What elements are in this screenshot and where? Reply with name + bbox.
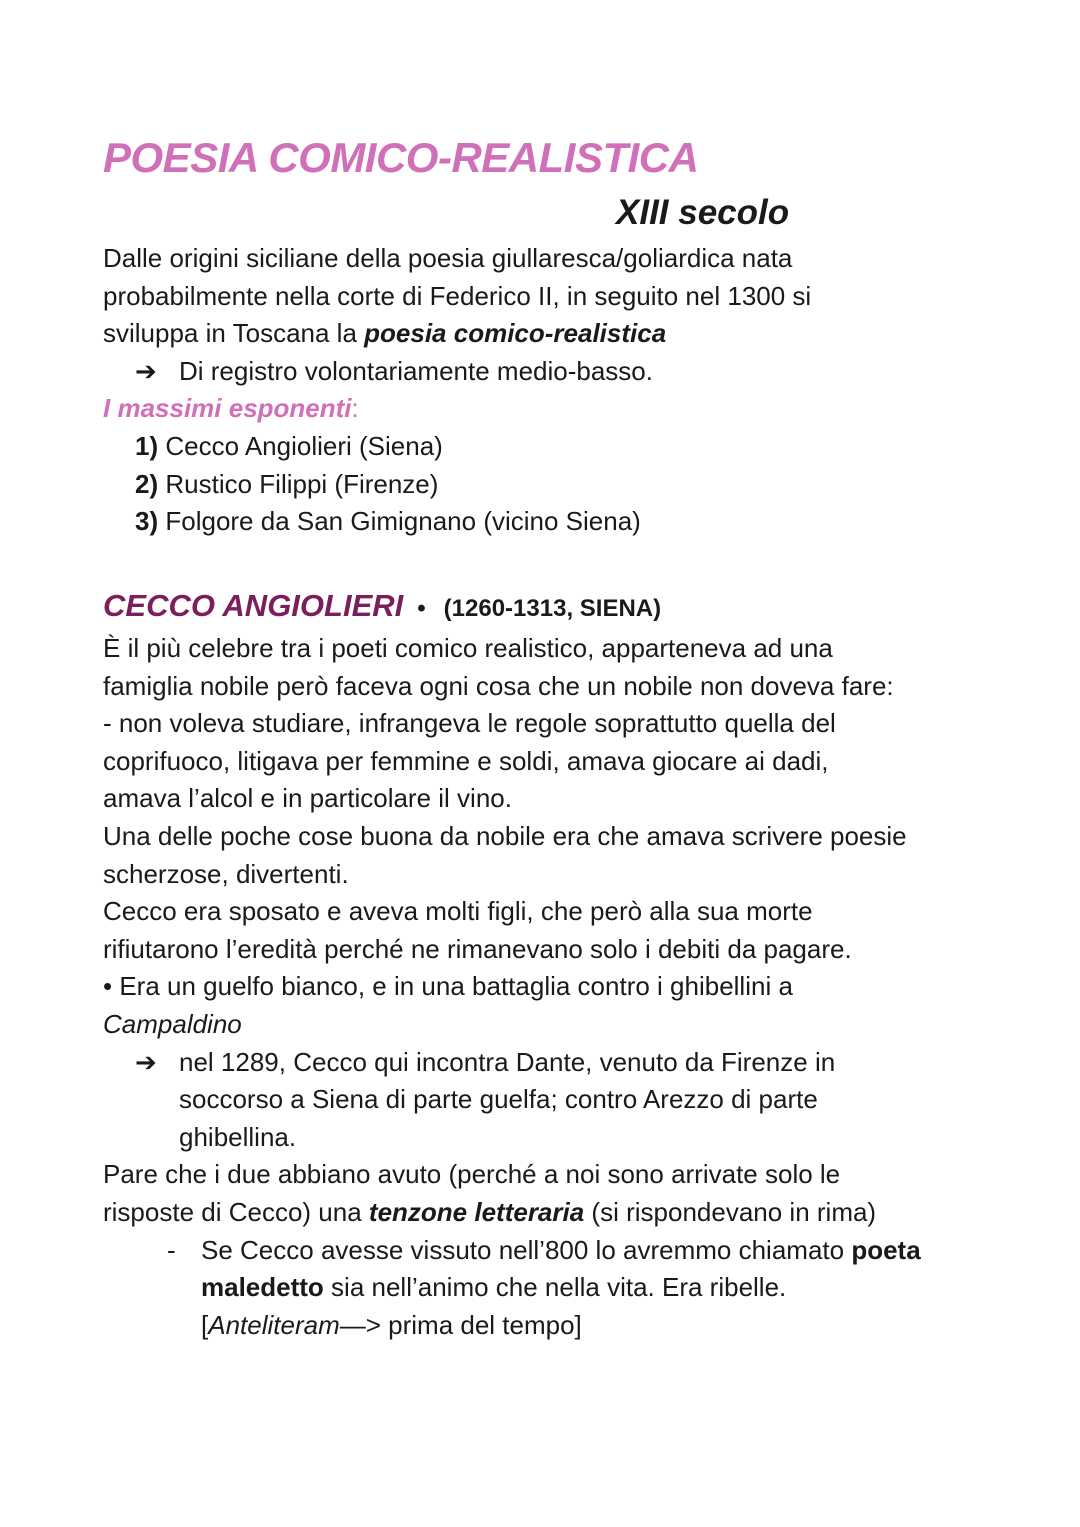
body-line: famiglia nobile però faceva ogni cosa che un nobile non doveva fare:: [103, 670, 894, 701]
register-text: Di registro volontariamente medio-basso.: [179, 355, 653, 386]
body-line: Una delle poche cose buona da nobile era che amava scrivere poesie: [103, 820, 907, 851]
arrow-right-icon: ➔: [135, 355, 157, 386]
arrow-note-line: ghibellina.: [179, 1121, 297, 1152]
bullet-icon: •: [417, 595, 426, 622]
arrow-note-text: nel 1289, Cecco qui incontra Dante, venuto da Firenze in: [179, 1046, 836, 1077]
body-line: [103, 1194, 1003, 1232]
list-number: 2): [135, 468, 159, 499]
body-line: - non voleva studiare, infrangeva le regole soprattutto quella del: [103, 708, 836, 739]
exponents-colon: :: [351, 393, 359, 424]
document-title: POESIA COMICO-REALISTICA: [103, 134, 699, 181]
dash-text: Se Cecco avesse vissuto nell’800 lo avremmo chiamato: [201, 1234, 852, 1265]
bracket-open: [: [201, 1309, 209, 1340]
dash-item: [103, 1232, 1003, 1270]
place-campaldino: Campaldino: [103, 1008, 242, 1039]
intro-text: sviluppa in Toscana la: [103, 318, 365, 349]
body-line: Pare che i due abbiano avuto (perché a noi sono arrivate solo le: [103, 1159, 841, 1190]
body-line: • Era un guelfo bianco, e in una battaglia contro i ghibellini a: [103, 971, 793, 1002]
emphasis-tenzone: tenzone letteraria: [368, 1196, 585, 1227]
dash-item-line: [103, 1307, 1003, 1345]
body-text: (si rispondevano in rima): [584, 1196, 877, 1227]
list-item: [103, 466, 1003, 504]
emphasis-poeta: poeta: [851, 1234, 921, 1265]
body-line: [103, 1006, 1003, 1044]
body-line: È il più celebre tra i poeti comico realistico, apparteneva ad una: [103, 633, 833, 663]
body-text: risposte di Cecco) una: [103, 1196, 369, 1227]
century-subtitle: XIII secolo: [616, 193, 790, 232]
list-text: Cecco Angiolieri (Siena): [165, 430, 443, 461]
body-line: scherzose, divertenti.: [103, 858, 349, 889]
list-text: Folgore da San Gimignano (vicino Siena): [165, 506, 641, 537]
dash-marker: -: [167, 1234, 176, 1265]
intro-line: probabilmente nella corte di Federico II, in seguito nel 1300 si: [103, 280, 812, 311]
body-line: rifiutarono l’eredità perché ne rimanevano solo i debiti da pagare.: [103, 933, 852, 964]
exponents-heading: [103, 390, 1003, 428]
intro-line: Dalle origini siciliane della poesia giullaresca/goliardica nata: [103, 243, 793, 273]
exponents-label: I massimi esponenti: [103, 393, 352, 424]
arrow-note-line: soccorso a Siena di parte guelfa; contro Arezzo di parte: [179, 1084, 818, 1115]
list-number: 1): [135, 430, 159, 461]
register-note: [103, 353, 1003, 391]
emphasis-poesia: poesia comico-realistica: [364, 318, 667, 349]
intro-line: [103, 315, 1003, 353]
dash-text: —> prima del tempo]: [339, 1309, 582, 1340]
section-name: CECCO ANGIOLIERI: [103, 588, 404, 623]
dash-item-line: [103, 1269, 1003, 1307]
section-heading: [103, 586, 661, 629]
biography-section: [103, 630, 1003, 1344]
list-item: [103, 428, 1003, 466]
arrow-note: [103, 1044, 1003, 1082]
list-text: Rustico Filippi (Firenze): [165, 468, 439, 499]
emphasis-maledetto: maledetto: [201, 1272, 324, 1303]
body-line: coprifuoco, litigava per femmine e soldi, amava giocare ai dadi,: [103, 745, 829, 776]
anteliteram-term: Anteliteram: [208, 1309, 340, 1340]
dash-text: sia nell’animo che nella vita. Era ribelle.: [323, 1272, 787, 1303]
body-line: amava l’alcol e in particolare il vino.: [103, 783, 512, 814]
section-dates: (1260-1313, SIENA): [443, 595, 662, 622]
body-line: Cecco era sposato e aveva molti figli, che però alla sua morte: [103, 896, 813, 927]
arrow-right-icon: ➔: [135, 1046, 157, 1077]
intro-section: [103, 240, 1003, 541]
list-number: 3): [135, 506, 159, 537]
list-item: [103, 503, 1003, 541]
